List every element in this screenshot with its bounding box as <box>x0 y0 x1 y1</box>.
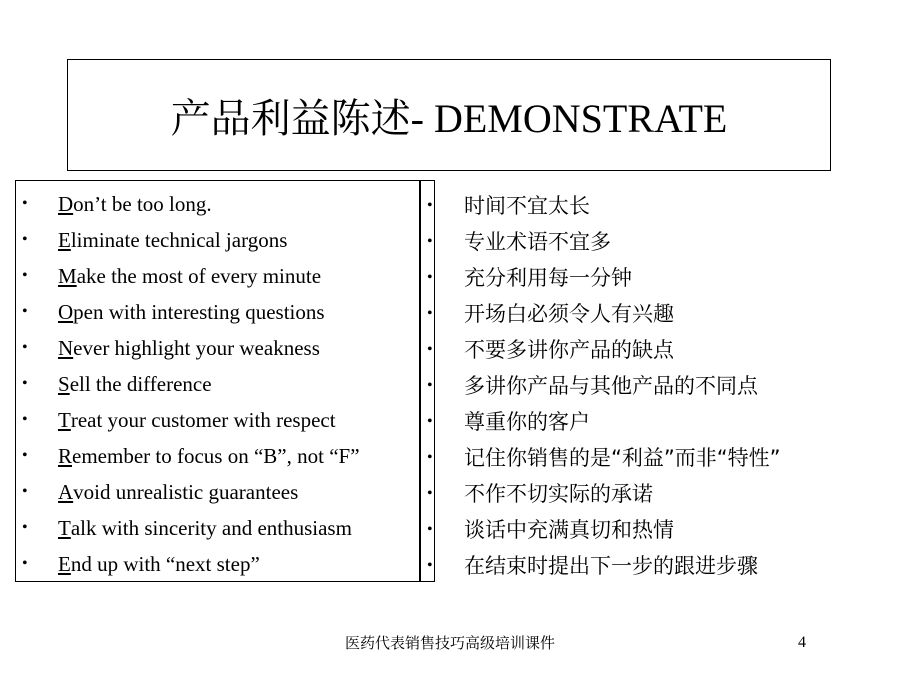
list-item <box>427 476 781 512</box>
item-text: nd up with “next step” <box>70 552 260 576</box>
list-item <box>22 438 360 474</box>
item-initial: N <box>58 336 74 360</box>
english-list <box>22 186 360 582</box>
list-item <box>427 332 781 368</box>
bullet: • <box>427 449 433 466</box>
list-item <box>22 366 360 402</box>
bullet: • <box>427 485 433 502</box>
list-item <box>22 222 360 258</box>
item-text: liminate technical jargons <box>70 228 288 252</box>
slide-title: 产品利益陈述- DEMONSTRATE <box>170 95 728 141</box>
bullet: • <box>427 521 433 538</box>
list-item <box>427 404 781 440</box>
page-number: 4 <box>798 634 806 651</box>
item-text: 谈话中充满真切和热情 <box>464 518 674 542</box>
item-initial: T <box>58 408 71 432</box>
item-text: ake the most of every minute <box>76 264 322 288</box>
list-item <box>427 512 781 548</box>
list-item <box>22 330 360 366</box>
bullet: • <box>22 555 28 572</box>
list-item <box>22 546 360 582</box>
item-text: 不要多讲你产品的缺点 <box>464 338 674 362</box>
bullet: • <box>22 267 28 284</box>
bullet: • <box>427 233 433 250</box>
item-text: alk with sincerity and enthusiasm <box>70 516 352 540</box>
item-text: 专业术语不宜多 <box>464 230 611 254</box>
item-text: 记住你销售的是“利益”而非“特性” <box>464 446 781 470</box>
bullet: • <box>22 231 28 248</box>
bullet: • <box>22 411 28 428</box>
item-initial: E <box>58 228 71 252</box>
item-text: reat your customer with respect <box>70 408 336 432</box>
item-text: 尊重你的客户 <box>464 410 590 434</box>
item-text: 在结束时提出下一步的跟进步骤 <box>464 554 758 578</box>
item-text: on’t be too long. <box>73 192 212 216</box>
item-initial: O <box>58 300 74 324</box>
item-text: emember to focus on “B”, not “F” <box>72 444 360 468</box>
list-item <box>427 440 781 476</box>
bullet: • <box>22 519 28 536</box>
item-text: void unrealistic guarantees <box>73 480 299 504</box>
chinese-list <box>427 188 781 584</box>
bullet: • <box>427 341 433 358</box>
item-text: 多讲你产品与其他产品的不同点 <box>464 374 758 398</box>
list-item <box>22 474 360 510</box>
item-initial: S <box>58 372 70 396</box>
item-text: ell the difference <box>69 372 212 396</box>
list-item <box>427 188 781 224</box>
title-box <box>67 59 831 171</box>
list-item <box>22 258 360 294</box>
bullet: • <box>22 303 28 320</box>
item-text: 不作不切实际的承诺 <box>464 482 653 506</box>
bullet: • <box>427 305 433 322</box>
list-item <box>22 510 360 546</box>
item-initial: M <box>58 264 77 288</box>
bullet: • <box>427 557 433 574</box>
item-text: 充分利用每一分钟 <box>464 266 632 290</box>
bullet: • <box>22 375 28 392</box>
list-item <box>22 186 360 222</box>
list-item <box>427 368 781 404</box>
item-initial: D <box>58 192 74 216</box>
item-text: ever highlight your weakness <box>73 336 320 360</box>
item-initial: A <box>58 480 74 504</box>
bullet: • <box>427 377 433 394</box>
item-initial: R <box>58 444 73 468</box>
bullet: • <box>427 413 433 430</box>
list-item <box>22 294 360 330</box>
item-initial: E <box>58 552 71 576</box>
item-text: pen with interesting questions <box>73 300 325 324</box>
bullet: • <box>22 339 28 356</box>
bullet: • <box>22 195 28 212</box>
bullet: • <box>427 197 433 214</box>
bullet: • <box>22 447 28 464</box>
list-item <box>427 548 781 584</box>
bullet: • <box>22 483 28 500</box>
footer-text: 医药代表销售技巧高级培训课件 <box>344 634 555 652</box>
list-item <box>427 296 781 332</box>
list-item <box>427 260 781 296</box>
bullet: • <box>427 269 433 286</box>
item-text: 开场白必须令人有兴趣 <box>464 302 674 326</box>
list-item <box>427 224 781 260</box>
item-text: 时间不宜太长 <box>464 194 590 218</box>
list-item <box>22 402 360 438</box>
item-initial: T <box>58 516 71 540</box>
